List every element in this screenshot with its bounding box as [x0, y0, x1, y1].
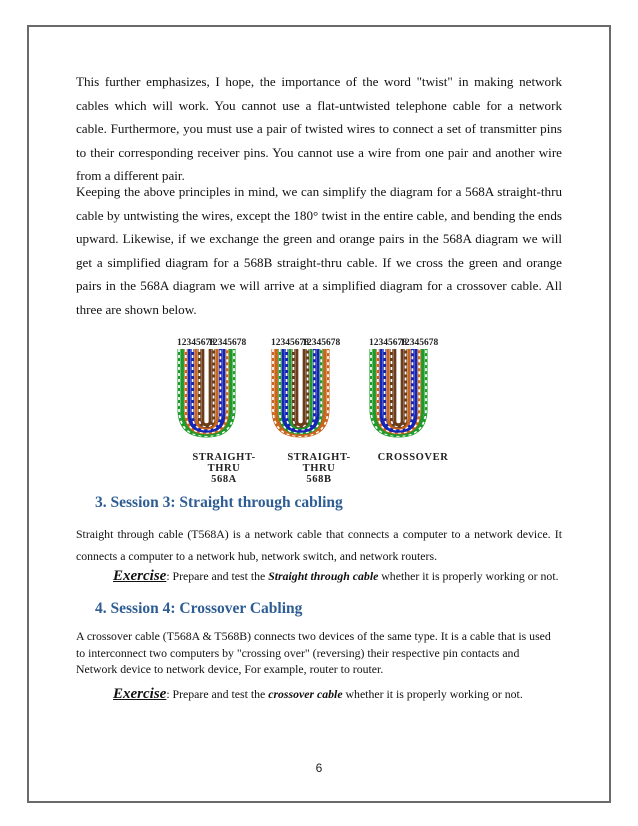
pin-number-label: 12345678	[400, 338, 439, 348]
caption-568a	[181, 452, 267, 485]
caption-568a-line2: 568A	[211, 474, 237, 485]
caption-568b-line1: STRAIGHT-THRU	[287, 452, 351, 474]
caption-568a-line1: STRAIGHT-THRU	[192, 452, 256, 474]
page-number: 6	[315, 761, 323, 775]
exercise-post: whether it is properly working or not.	[342, 687, 523, 701]
exercise-pre: : Prepare and test the	[166, 687, 269, 701]
pin-number-label: 12345678	[177, 338, 215, 348]
pin-number-label: 12345678	[302, 338, 341, 348]
wire-blue	[283, 349, 318, 431]
wire-blue	[189, 349, 224, 431]
pin-number-label: 12345678	[369, 338, 407, 348]
caption-568b	[272, 452, 366, 485]
cable-wiring-figure	[175, 336, 465, 471]
exercise-post: whether it is properly working or not.	[378, 569, 559, 583]
pin-number-label: 12345678	[208, 338, 247, 348]
wire-blue	[381, 349, 416, 431]
session3-heading: 3. Session 3: Straight through cabling	[95, 494, 343, 511]
session4-exercise	[113, 686, 523, 703]
exercise-label: Exercise	[113, 686, 167, 702]
exercise-strong: Straight through cable	[268, 569, 379, 583]
wire-brown	[395, 349, 402, 425]
exercise-strong: crossover cable	[268, 687, 343, 701]
paragraph-simplified-diagram: Keeping the above principles in mind, we can simplify the diagram for a 568A straight-thru cable by untwisting the wires, except the 180° twist in the entire cable, and bending the ends upward. Likewise, if we exchange the green and orange pairs in the 568A diagram we will get a simplified diagram for a 568B straight-thru cable. If we cross the green and orange pairs in the 568A diagram we will arrive at a simplified diagram for a crossover cable. All three are shown below.	[76, 184, 562, 317]
paragraph-twist-importance: This further emphasizes, I hope, the importance of the word "twist" in making network cables which will work. You cannot use a flat-untwisted telephone cable for a network cable. Furthermore, you must use a pair of twisted wires to connect a set of transmitter pins to their corresponding receiver pins. You cannot use a wire from one pair and another wire from a different pair.	[76, 74, 562, 184]
caption-crossover	[375, 452, 451, 463]
session3-exercise	[113, 568, 559, 585]
exercise-label: Exercise	[113, 568, 167, 584]
wire-brown	[297, 349, 304, 425]
wiring-diagram	[175, 336, 465, 448]
caption-crossover-line1: CROSSOVER	[377, 452, 449, 463]
pin-number-label: 12345678	[271, 338, 309, 348]
session4-heading: 4. Session 4: Crossover Cabling	[95, 600, 303, 617]
caption-568b-line2: 568B	[306, 474, 332, 485]
session4-body: A crossover cable (T568A & T568B) connects two devices of the same type. It is a cable that is used to interconnect two computers by "crossing over" (reversing) their respective pin contacts and Network device to network device, For example, router to router.	[76, 629, 551, 676]
session3-body: Straight through cable (T568A) is a network cable that connects a computer to a network device. It connects a computer to a network hub, network switch, and network routers.	[76, 527, 562, 563]
wire-brown	[203, 349, 210, 425]
exercise-pre: : Prepare and test the	[166, 569, 269, 583]
